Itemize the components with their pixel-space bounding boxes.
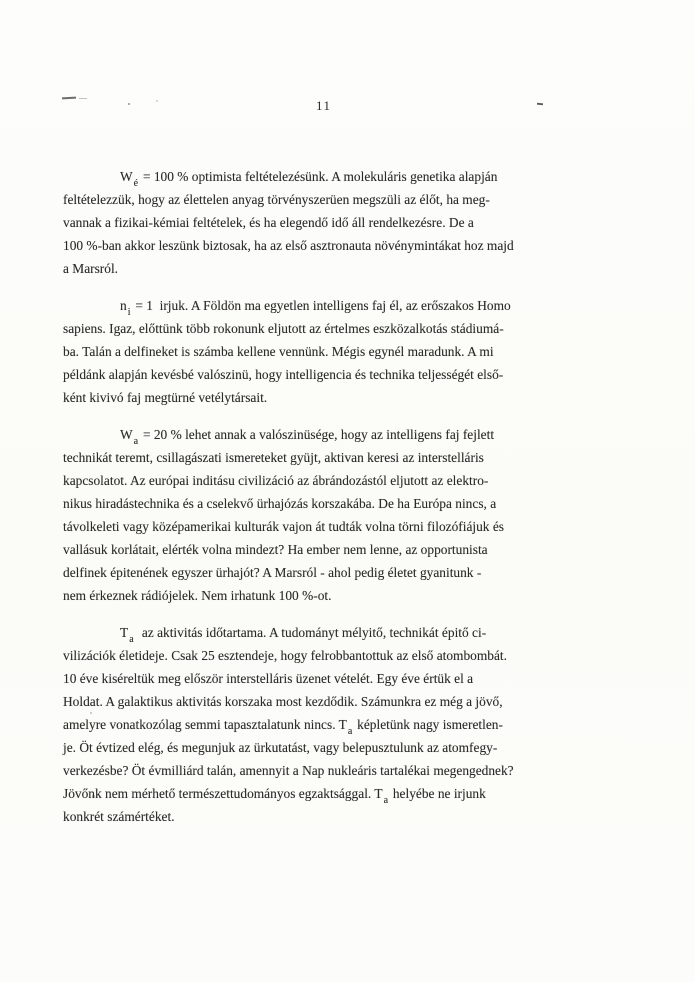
subscript-variable: i (127, 306, 131, 318)
text-segment: = 100 % optimista feltételezésünk. A molekuláris genetika alapján (139, 169, 498, 184)
text-line (63, 294, 623, 317)
text-line: ba. Talán a delfineket is számba kellene vennünk. Mégis egynél maradunk. A mi (63, 344, 494, 359)
text-line: je. Öt évtized elég, és megunjuk az ürkutatást, vagy belepusztulunk az atomfegy- (63, 740, 498, 755)
text-line: delfinek épitenének egyszer ürhajót? A Marsról - ahol pedig életet gyanitunk - (63, 565, 482, 580)
text-line (63, 782, 623, 805)
scan-artifact-dot (128, 103, 130, 105)
text-line: távolkeleti vagy középamerikai kulturák vajon át tudták volna törni filozófiájuk és (63, 519, 505, 534)
text-line: nikus hiradástechnika és a cselekvő ürhajózás korszakába. De ha Európa nincs, a (63, 496, 497, 511)
page-number: 11 (316, 98, 332, 113)
text-line: vilizációk életideje. Csak 25 esztendeje, hogy felrobbantottuk az első atombombát. (63, 648, 507, 663)
subscript-variable: a (133, 435, 139, 447)
text-segment: = 20 % lehet annak a valószinüsége, hogy az intelligens faj fejlett (139, 427, 495, 442)
text-line: technikát teremt, csillagászati ismereteket gyüjt, aktivan keresi az interstelláris (63, 450, 484, 465)
text-segment: helyébe ne irjunk (389, 786, 486, 801)
text-line (63, 621, 623, 644)
subscript-variable: a (129, 633, 134, 645)
text-line (63, 423, 623, 446)
scan-artifact-dot (156, 100, 158, 102)
text-line: 100 %-ban akkor leszünk biztosak, ha az első asztronauta növénymintákat hoz majd (63, 238, 514, 253)
text-block (63, 165, 623, 828)
text-line: nem érkeznek rádiójelek. Nem irhatunk 100 %-ot. (63, 588, 332, 603)
text-line: vallásuk korlátait, elérték volna mindezt? Ha ember nem lenne, az opportunista (63, 542, 488, 557)
text-line: verkezésbe? Öt évmilliárd talán, amennyit a Nap nukleáris tartalékai megengednek? (63, 763, 514, 778)
text-line (63, 713, 623, 736)
text-line: sapiens. Igaz, előttünk több rokonunk eljutott az értelmes eszközalkotás stádiumá- (63, 321, 504, 336)
subscript-variable: a (383, 794, 389, 806)
text-segment: W (120, 427, 133, 442)
text-segment: = 1 irjuk. A Földön ma egyetlen intelligens faj él, az erőszakos Homo (131, 298, 511, 313)
text-segment: n (120, 298, 127, 313)
scan-artifact-dash (62, 97, 76, 100)
text-line: ként kivivó faj megtürné vetélytársait. (63, 390, 268, 405)
text-line: vannak a fizikai-kémiai feltételek, és ha elegendő idő áll rendelkezésre. De a (63, 215, 474, 230)
subscript-variable: é (133, 177, 139, 189)
text-segment: Jövőnk nem mérhető természettudományos egzaktsággal. T (63, 786, 383, 801)
text-line: Holdat. A galaktikus aktivitás korszaka most kezdődik. Számunkra ez még a jövő, (63, 694, 503, 709)
text-segment: T (120, 625, 129, 640)
text-segment: W (120, 169, 133, 184)
paragraph (63, 294, 623, 409)
text-line (63, 165, 623, 188)
paragraph (63, 423, 623, 607)
paragraph (63, 621, 623, 828)
subscript-variable: a (347, 725, 353, 737)
scan-artifact-dash (79, 98, 87, 99)
text-line: konkrét számértéket. (63, 809, 175, 824)
text-line: 10 éve kiséreltük meg először interstelláris üzenet vételét. Egy éve értük el a (63, 671, 474, 686)
text-segment: képletünk nagy ismeretlen- (353, 717, 503, 732)
text-line: példánk alapján kevésbé valószinü, hogy intelligencia és technika teljességét első- (63, 367, 504, 382)
text-line: feltételezzük, hogy az élettelen anyag törvényszerüen megszüli az élőt, ha meg- (63, 192, 490, 207)
text-line: a Marsról. (63, 261, 119, 276)
text-segment: amelyre vonatkozólag semmi tapasztalatunk nincs. T (63, 717, 347, 732)
paragraph (63, 165, 623, 280)
scan-artifact-tick (537, 103, 543, 106)
text-line: kapcsolatot. Az európai inditásu civilizáció az ábrándozástól eljutott az elektro- (63, 473, 489, 488)
text-segment: az aktivitás időtartama. A tudományt mélyitő, technikát épitő ci- (135, 625, 487, 640)
